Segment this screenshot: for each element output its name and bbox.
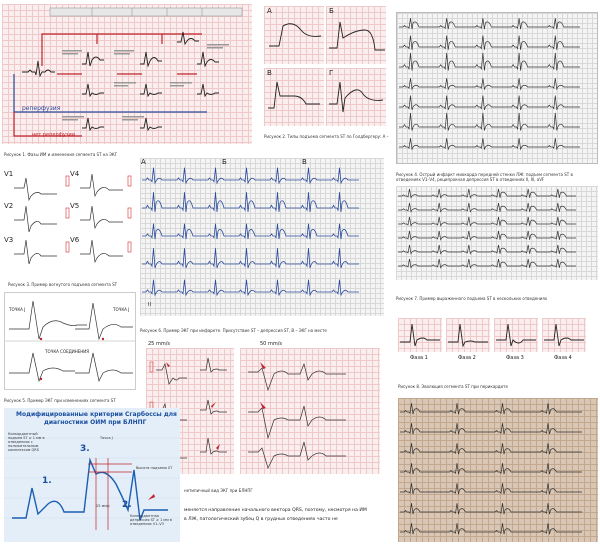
fig6-ecg-comparison xyxy=(140,158,384,316)
fig3-lead-v6: V6 xyxy=(70,236,80,244)
ecg-trace xyxy=(398,245,576,254)
fig1-no-reperfusion-label: нет реперфузии xyxy=(32,132,76,138)
fig8-phase-4 xyxy=(542,318,586,352)
fig5-j-point xyxy=(4,292,136,390)
fig9-title-line1: Модифицированные критерии Сгарбоссы для xyxy=(16,411,177,418)
text-line-2: в ЛЖ, патологический зубец Q в грудных отведениях часто не xyxy=(184,517,338,522)
ecg-trace xyxy=(142,192,359,212)
fig1-phases-diagram xyxy=(2,4,252,144)
fig2-letter-c: В xyxy=(267,69,272,77)
fig10-speed-right: 50 mm/s xyxy=(260,341,282,347)
fig5-label-b: ТОЧКА J xyxy=(113,307,130,312)
ecg-trace xyxy=(400,423,582,434)
fig9-note-mid: 25 мм/с xyxy=(96,504,110,508)
fig3-concave-st xyxy=(2,168,134,272)
fig3-lead-v1: V1 xyxy=(4,170,14,178)
fig4-anterior-mi-ecg xyxy=(396,12,598,164)
fig9-note-right: Высота подъема ST xyxy=(136,466,173,470)
fig9-title-line2: диагностики ОИМ при БЛНПГ xyxy=(44,419,147,426)
fig6-letter-a: А xyxy=(141,158,146,166)
fig8-caption: Рисунок 8. Эволюция сегмента ST при перикардите xyxy=(398,384,508,389)
fig7-multi-lead-ecg xyxy=(396,186,598,280)
ecg-trace xyxy=(398,203,576,212)
fig8-pericarditis-phases xyxy=(398,318,590,366)
fig3-lead-v5: V5 xyxy=(70,202,80,210)
ecg-trace xyxy=(399,18,580,29)
fig2-panel-d xyxy=(326,68,386,126)
fig5-label-a: ТОЧКА J xyxy=(9,307,26,312)
fig8-phase-4-label: Фаза 4 xyxy=(554,355,572,361)
fig8-phase-3-label: Фаза 3 xyxy=(506,355,524,361)
fig3-lead-v3: V3 xyxy=(4,236,14,244)
ecg-trace xyxy=(142,280,359,295)
ecg-trace xyxy=(399,113,580,131)
ecg-trace xyxy=(400,443,582,454)
fig2-letter-b: Б xyxy=(329,7,334,15)
fig2-panel-c xyxy=(264,68,324,126)
fig3-lead-v4: V4 xyxy=(70,170,80,178)
fig9-sgarbossa-criteria xyxy=(4,408,180,542)
ecg-trace xyxy=(399,96,580,110)
fig2-letter-a: А xyxy=(267,7,272,15)
fig7-ecg-svg xyxy=(396,186,598,280)
fig7-caption: Рисунок 7. Пример выраженного подъема ST в нескольких отведениях xyxy=(396,296,548,301)
fig3-lead-v2: V2 xyxy=(4,202,14,210)
ecg-trace xyxy=(142,168,359,183)
fig9-num-1: 1. xyxy=(42,476,52,486)
ecg-trace xyxy=(399,36,580,50)
ecg-trace xyxy=(398,259,576,268)
ecg-trace xyxy=(398,189,576,198)
fig11-ecg-svg xyxy=(398,398,598,542)
ecg-trace xyxy=(399,78,580,89)
ecg-trace xyxy=(400,403,582,414)
fig3-caption: Рисунок 3. Пример вогнутого подъема сегмента ST xyxy=(8,282,118,287)
fig6-letter-b: Б xyxy=(222,158,227,166)
fig9-note-bottom: Конкордантная депрессия ST ≥ 1 мм в отведениях V1–V3 xyxy=(130,514,172,526)
fig8-phase-1-label: Фаза 1 xyxy=(410,355,428,361)
fig8-phase-3 xyxy=(494,318,538,352)
fig6-small-label: II xyxy=(148,302,151,308)
fig2-goldberger-types xyxy=(264,6,386,128)
ecg-trace xyxy=(398,217,576,226)
fig9-note-left: Конкордантный подъем ST ≥ 1 мм в отведениях с положительным комплексом QRS xyxy=(8,432,45,452)
fig1-caption: Рисунок 1. Фазы ИМ и изменения сегмента ST на ЭКГ xyxy=(4,152,118,157)
fig11-brown-ecg xyxy=(398,398,598,542)
fig10-caption: нетипичный вид ЭКГ при БЛНПГ xyxy=(184,488,253,493)
fig4-caption: Рисунок 4. Острый инфаркт миокарда передней стенки ЛЖ: подъем сегмента ST в отведениях V1–V4, реципрокная депрессия ST в отведениях II, III, aVF xyxy=(396,172,573,182)
ecg-trace xyxy=(399,138,580,149)
fig2-caption: Рисунок 2. Типы подъема сегмента ST по Голдбергеру: А – xyxy=(264,134,389,139)
ecg-trace xyxy=(399,53,580,71)
fig8-phase-1 xyxy=(398,318,442,352)
fig9-num-3: 3. xyxy=(80,444,90,454)
text-block xyxy=(184,506,394,524)
fig8-phase-2 xyxy=(446,318,490,352)
ecg-trace xyxy=(398,231,576,240)
fig6-letter-c: В xyxy=(302,158,307,166)
fig5-caption: Рисунок 5. Пример ЭКГ при изменениях сегмента ST xyxy=(4,398,116,403)
ecg-trace xyxy=(142,224,359,239)
fig2-panel-a xyxy=(264,6,324,64)
fig6-ecg-svg xyxy=(140,158,384,316)
fig2-panel-b xyxy=(326,6,386,64)
fig10-right-grid xyxy=(240,348,380,474)
ecg-trace xyxy=(142,248,359,268)
fig1-diagram-svg xyxy=(2,4,252,144)
ecg-trace xyxy=(400,463,582,474)
fig8-phase-2-label: Фаза 2 xyxy=(458,355,476,361)
fig2-letter-d: Г xyxy=(329,69,334,77)
ecg-trace xyxy=(400,523,582,534)
fig9-note-top: Точка J xyxy=(100,436,113,440)
fig9-num-2: 2. xyxy=(122,500,132,510)
ecg-trace xyxy=(400,503,582,514)
fig4-ecg-svg xyxy=(397,13,598,164)
fig6-caption: Рисунок 6. Пример ЭКГ при инфаркте. Присутствие ST – депрессия ST, В – ЭКГ на месте xyxy=(140,328,327,333)
text-line-1: меняется направление начального вектора QRS, поэтому, несмотря на ИМ xyxy=(184,508,367,513)
fig5-label-c: ТОЧКА СОЕДИНЕНИЯ xyxy=(45,349,90,354)
fig1-reperfusion-label: реперфузия xyxy=(22,105,61,112)
fig10-speed-left: 25 mm/s xyxy=(148,341,170,347)
ecg-trace xyxy=(400,483,582,494)
